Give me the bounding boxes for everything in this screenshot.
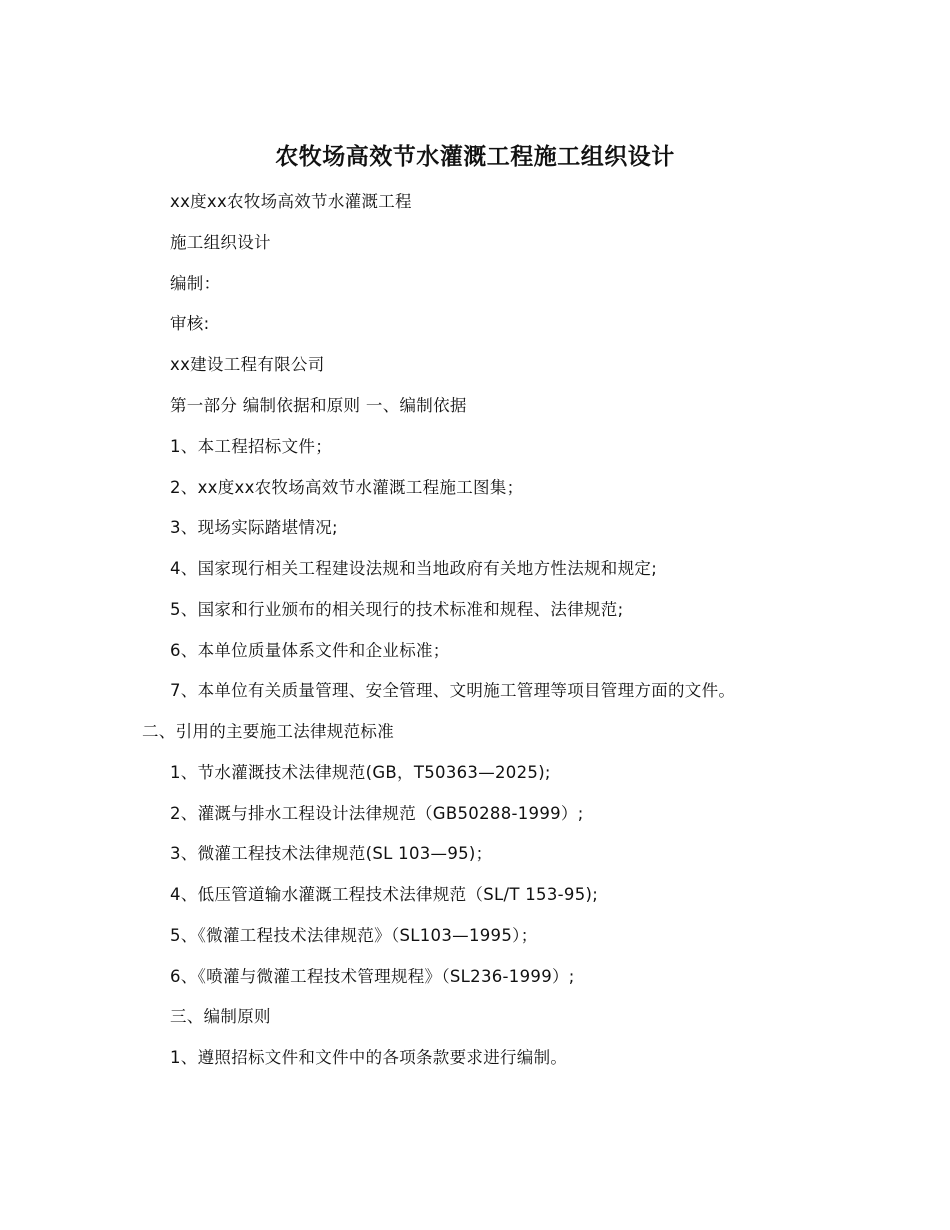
basis-item-5: 5、国家和行业颁布的相关现行的技术标准和规程、法律规范;: [170, 600, 624, 619]
compiler-line: 编制：: [170, 274, 221, 293]
principle-item-1: 1、遵照招标文件和文件中的各项条款要求进行编制。: [170, 1048, 568, 1067]
doc-type-line: 施工组织设计: [170, 233, 271, 252]
standard-item-4: 4、低压管道输水灌溉工程技术法律规范（SL/T 153-95);: [170, 885, 599, 904]
standard-item-5: 5、《微灌工程技术法律规范》（SL103—1995）；: [170, 926, 538, 945]
section-heading-part-one: 第一部分 编制依据和原则 一、编制依据: [170, 396, 467, 415]
standard-item-6: 6、《喷灌与微灌工程技术管理规程》（SL236-1999）;: [170, 967, 575, 986]
company-line: xx建设工程有限公司: [170, 355, 325, 374]
basis-item-4: 4、国家现行相关工程建设法规和当地政府有关地方性法规和规定;: [170, 559, 658, 578]
standard-item-2: 2、灌溉与排水工程设计法律规范（GB50288-1999）;: [170, 804, 584, 823]
basis-item-6: 6、本单位质量体系文件和企业标准；: [170, 641, 450, 660]
section-heading-standards: 二、引用的主要施工法律规范标准: [142, 722, 394, 741]
basis-item-7: 7、本单位有关质量管理、安全管理、文明施工管理等项目管理方面的文件。: [170, 681, 736, 700]
basis-item-3: 3、现场实际踏堪情况;: [170, 518, 338, 537]
standard-item-3: 3、微灌工程技术法律规范(SL 103—95)；: [170, 844, 493, 863]
document-title: 农牧场高效节水灌溉工程施工组织设计: [275, 143, 675, 170]
project-name-line: xx度xx农牧场高效节水灌溉工程: [170, 192, 412, 211]
standard-item-1: 1、节水灌溉技术法律规范(GB，T50363—2025);: [170, 763, 551, 782]
basis-item-2: 2、xx度xx农牧场高效节水灌溉工程施工图集；: [170, 478, 524, 497]
basis-item-1: 1、本工程招标文件；: [170, 437, 332, 456]
section-heading-principles: 三、编制原则: [170, 1007, 271, 1026]
reviewer-line: 审核:: [170, 314, 210, 333]
